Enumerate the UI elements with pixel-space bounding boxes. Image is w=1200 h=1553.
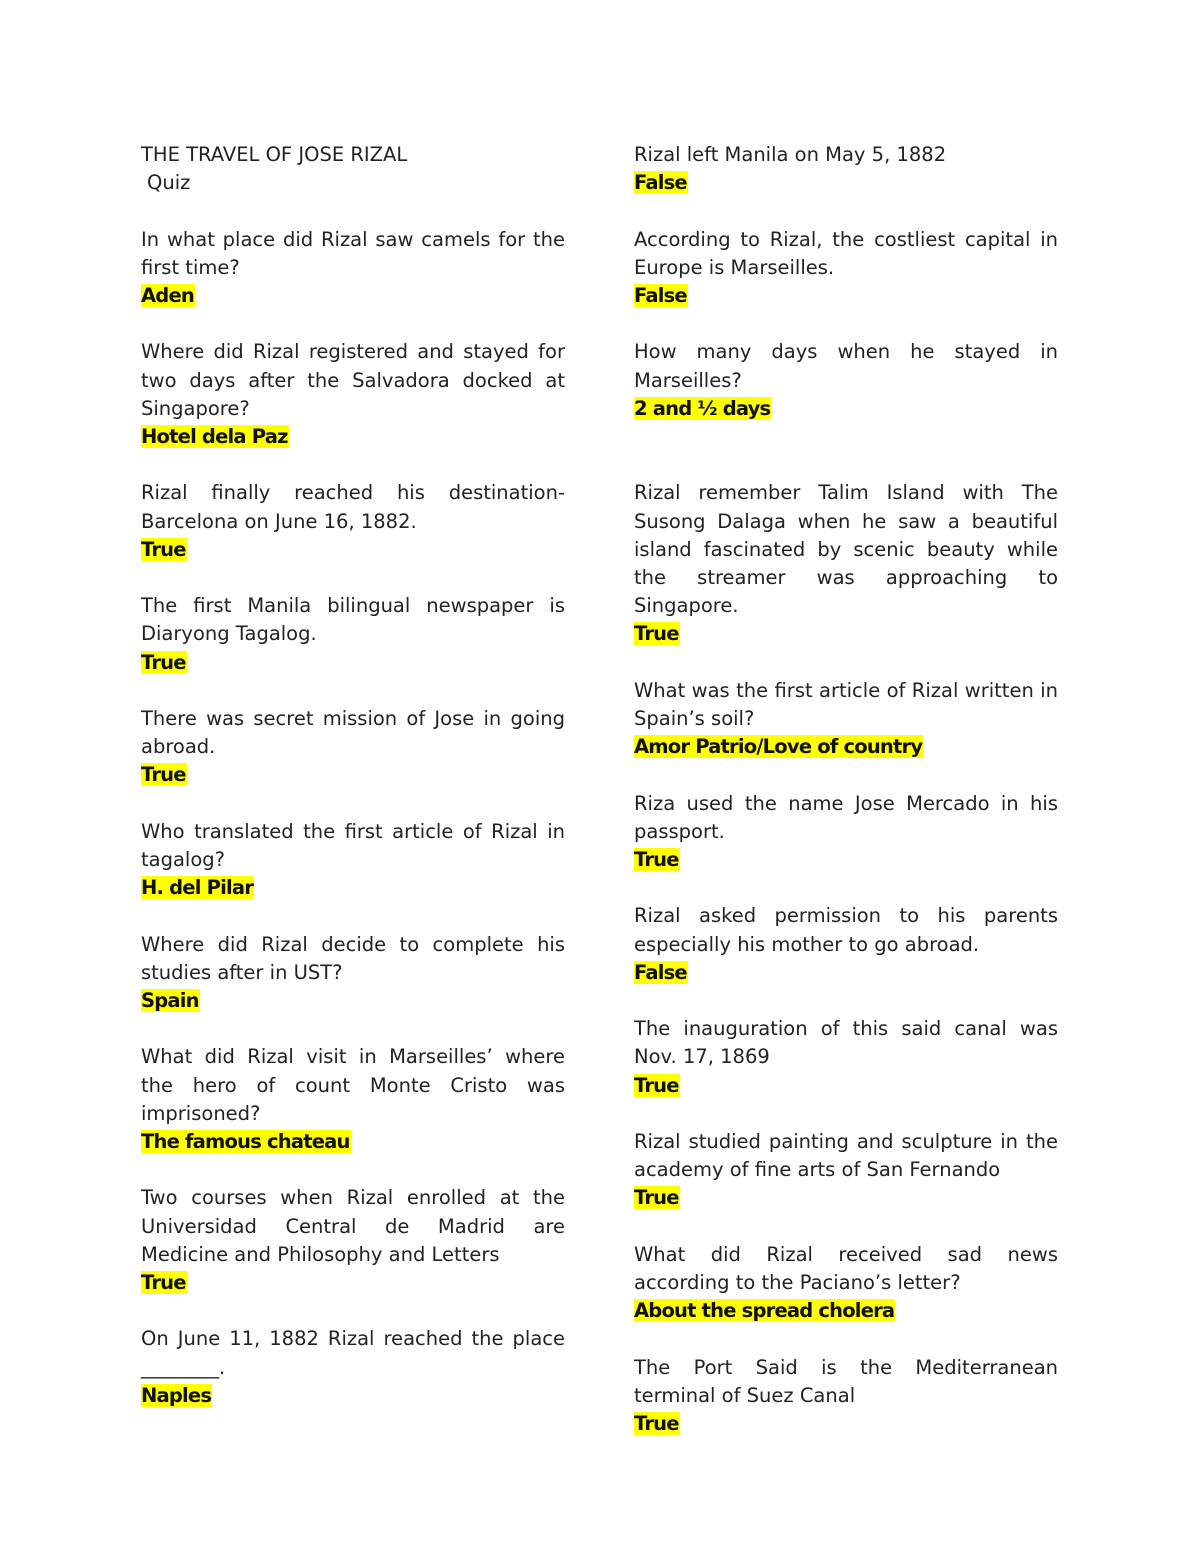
answer-highlight: False	[634, 284, 687, 307]
question-text: Who translated the first article of Rizal in tagalog?	[141, 819, 565, 871]
answer-highlight: True	[634, 847, 679, 871]
quiz-item	[634, 1128, 1058, 1213]
question-text: What did Rizal visit in Marseilles’ where the hero of count Monte Cristo was imprisoned?	[141, 1045, 565, 1125]
answer-highlight: False	[634, 960, 687, 984]
quiz-item	[634, 1015, 1058, 1100]
question-text: There was secret mission of Jose in going abroad.	[141, 706, 565, 759]
question-text: In what place did Rizal saw camels for the first time?	[141, 227, 565, 279]
answer-highlight: True	[141, 650, 186, 674]
question-text: Where did Rizal registered and stayed for two days after the Salvadora docked at Singapore?	[141, 340, 565, 420]
spacer	[634, 423, 1058, 451]
answer-highlight: True	[634, 1186, 679, 1210]
quiz-item	[141, 1184, 565, 1297]
quiz-item	[141, 705, 565, 790]
question-text: Where did Rizal decide to complete his studies after in UST?	[141, 932, 565, 984]
question-text: Rizal remember Talim Island with The Susong Dalaga when he saw a beautiful island fascinated by scenic beauty while the streamer was approaching to Singapore.	[634, 481, 1058, 618]
question-text: What was the first article of Rizal written in Spain’s soil?	[634, 678, 1058, 730]
answer-highlight: Amor Patrio/Love of country	[634, 735, 923, 759]
question-text: Two courses when Rizal enrolled at the Universidad Central de Madrid are Medicine and Philosophy and Letters	[141, 1186, 565, 1266]
answer-highlight: True	[141, 1270, 186, 1294]
quiz-item	[634, 1241, 1058, 1326]
document-subtitle: Quiz	[147, 171, 191, 195]
answer-highlight: Aden	[141, 284, 194, 307]
quiz-item	[634, 141, 1058, 197]
answer-highlight: True	[141, 537, 186, 561]
answer-highlight: About the spread cholera	[634, 1299, 895, 1323]
quiz-item	[141, 1325, 565, 1410]
question-text: Riza used the name Jose Mercado in his passport.	[634, 791, 1058, 843]
answer-highlight: Naples	[141, 1383, 212, 1407]
answer-highlight: False	[634, 171, 687, 195]
question-text: What did Rizal received sad news according to the Paciano’s letter?	[634, 1242, 1058, 1294]
left-column	[141, 141, 565, 1438]
quiz-item	[141, 1043, 565, 1156]
quiz-item	[634, 338, 1058, 451]
question-text: Rizal finally reached his destination- Barcelona on June 16, 1882.	[141, 481, 565, 533]
question-text: On June 11, 1882 Rizal reached the place ________.	[141, 1327, 565, 1379]
answer-highlight: H. del Pilar	[141, 876, 254, 900]
answer-highlight: 2 and ½ days	[634, 396, 771, 420]
answer-highlight: True	[634, 622, 679, 646]
quiz-item	[141, 818, 565, 903]
answer-highlight: True	[141, 763, 186, 787]
answer-highlight: True	[634, 1411, 679, 1435]
quiz-item	[634, 1354, 1058, 1439]
answer-highlight: True	[634, 1073, 679, 1097]
question-text: Rizal left Manila on May 5, 1882	[634, 143, 947, 166]
quiz-item	[141, 931, 565, 1016]
question-text: The first Manila bilingual newspaper is Diaryong Tagalog.	[141, 594, 565, 646]
question-text: Rizal studied painting and sculpture in the academy of fine arts of San Fernando	[634, 1129, 1058, 1182]
document-title: THE TRAVEL OF JOSE RIZAL	[141, 143, 408, 166]
quiz-item	[141, 338, 565, 451]
question-text: Rizal asked permission to his parents especially his mother to go abroad.	[634, 904, 1058, 956]
question-text: How many days when he stayed in Marseilles?	[634, 340, 1058, 392]
question-text: The Port Said is the Mediterranean terminal of Suez Canal	[634, 1355, 1058, 1407]
answer-highlight: The famous chateau	[141, 1129, 350, 1153]
answer-highlight: Spain	[141, 988, 199, 1012]
quiz-item	[634, 226, 1058, 311]
quiz-item	[141, 226, 565, 311]
answer-highlight: Hotel dela Paz	[141, 425, 288, 448]
quiz-item	[634, 790, 1058, 875]
right-column	[634, 141, 1058, 1466]
question-text: According to Rizal, the costliest capital in Europe is Marseilles.	[634, 227, 1058, 279]
question-text: The inauguration of this said canal was Nov. 17, 1869	[634, 1017, 1058, 1069]
quiz-item	[634, 677, 1058, 762]
quiz-item	[634, 902, 1058, 987]
quiz-item	[141, 479, 565, 564]
quiz-item	[634, 479, 1058, 648]
quiz-item	[141, 592, 565, 677]
